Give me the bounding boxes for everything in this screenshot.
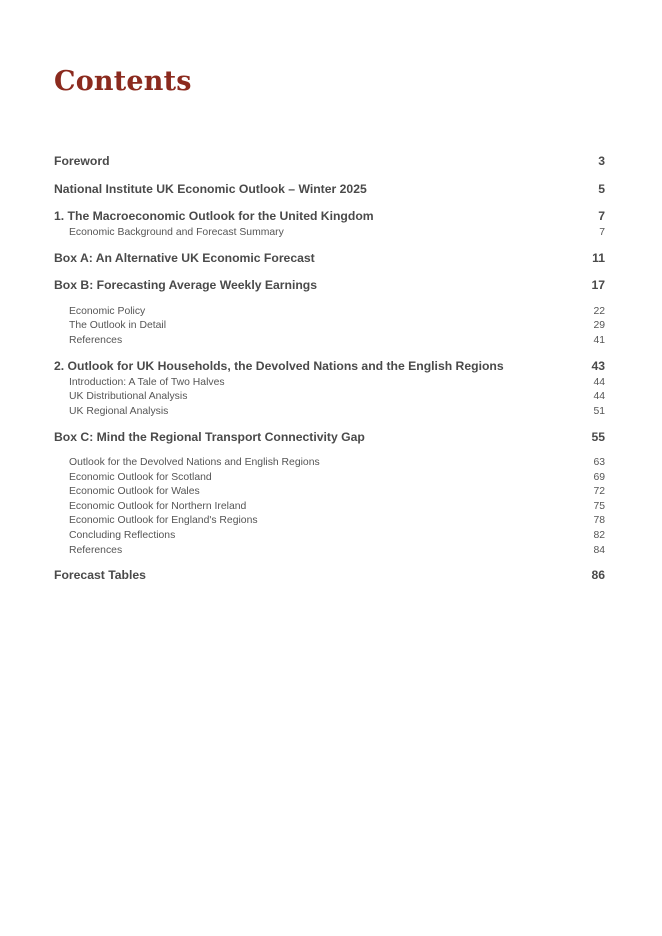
toc-subentry[interactable] bbox=[54, 472, 605, 483]
toc-subentry[interactable] bbox=[54, 486, 605, 497]
toc-entry-label: 2. Outlook for UK Households, the Devolved Nations and the English Regions bbox=[54, 359, 504, 373]
toc-entry-chapter-2[interactable] bbox=[54, 359, 605, 373]
toc-entry-page: 41 bbox=[593, 335, 605, 346]
toc-entry-label: Introduction: A Tale of Two Halves bbox=[69, 377, 225, 388]
toc-entry-forecast-tables[interactable] bbox=[54, 568, 605, 582]
toc-entry-page: 5 bbox=[598, 182, 605, 196]
toc-entry-label: Economic Outlook for Northern Ireland bbox=[69, 501, 247, 512]
toc-subentry[interactable] bbox=[54, 457, 605, 468]
toc-entry-label: Box C: Mind the Regional Transport Connectivity Gap bbox=[54, 430, 365, 444]
toc-entry-page: 63 bbox=[593, 457, 605, 468]
toc-entry-outlook-winter[interactable] bbox=[54, 182, 605, 196]
toc-entry-page: 29 bbox=[593, 320, 605, 331]
toc-entry-label: National Institute UK Economic Outlook – Winter 2025 bbox=[54, 182, 367, 196]
toc-entry-label: UK Regional Analysis bbox=[69, 406, 169, 417]
page-title: Contents bbox=[54, 66, 192, 97]
toc-entry-page: 82 bbox=[593, 530, 605, 541]
toc-entry-label: Box B: Forecasting Average Weekly Earnings bbox=[54, 278, 318, 292]
toc-entry-page: 78 bbox=[593, 515, 605, 526]
toc-subentry[interactable] bbox=[54, 320, 605, 331]
toc-entry-page: 3 bbox=[598, 154, 605, 168]
toc-entry-label: Concluding Reflections bbox=[69, 530, 176, 541]
toc-entry-label: References bbox=[69, 335, 123, 346]
toc-subentry[interactable] bbox=[54, 501, 605, 512]
toc-subentry[interactable] bbox=[54, 515, 605, 526]
toc-entry-label: Economic Outlook for Wales bbox=[69, 486, 200, 497]
toc-subentry[interactable] bbox=[54, 391, 605, 402]
toc-entry-page: 7 bbox=[599, 227, 605, 238]
toc-entry-label: Foreword bbox=[54, 154, 110, 168]
toc-entry-box-a[interactable] bbox=[54, 251, 605, 265]
toc-entry-page: 72 bbox=[593, 486, 605, 497]
toc-subentry[interactable] bbox=[54, 406, 605, 417]
toc-entry-box-c[interactable] bbox=[54, 430, 605, 444]
toc-entry-page: 17 bbox=[591, 278, 605, 292]
toc-entry-label: The Outlook in Detail bbox=[69, 320, 167, 331]
toc-subentry[interactable] bbox=[54, 227, 605, 238]
toc-entry-foreword[interactable] bbox=[54, 154, 605, 168]
toc-entry-label: 1. The Macroeconomic Outlook for the United Kingdom bbox=[54, 209, 374, 223]
toc-entry-page: 44 bbox=[593, 391, 605, 402]
toc-entry-label: Economic Outlook for England's Regions bbox=[69, 515, 258, 526]
toc-entry-label: Economic Background and Forecast Summary bbox=[69, 227, 284, 238]
toc-entry-page: 11 bbox=[592, 251, 605, 265]
toc-entry-page: 43 bbox=[591, 359, 605, 373]
toc-entry-label: Forecast Tables bbox=[54, 568, 146, 582]
toc-entry-page: 44 bbox=[593, 377, 605, 388]
toc-entry-label: References bbox=[69, 545, 123, 556]
toc-entry-page: 7 bbox=[598, 209, 605, 223]
toc-subentry[interactable] bbox=[54, 377, 605, 388]
toc-entry-page: 22 bbox=[593, 306, 605, 317]
toc-subentry[interactable] bbox=[54, 306, 605, 317]
toc-entry-page: 69 bbox=[593, 472, 605, 483]
toc-subentry[interactable] bbox=[54, 335, 605, 346]
toc-entry-label: UK Distributional Analysis bbox=[69, 391, 188, 402]
toc-entry-box-b[interactable] bbox=[54, 278, 605, 292]
toc-entry-page: 86 bbox=[591, 568, 605, 582]
toc-entry-label: Outlook for the Devolved Nations and English Regions bbox=[69, 457, 320, 468]
toc-subentry[interactable] bbox=[54, 545, 605, 556]
toc-entry-page: 55 bbox=[591, 430, 605, 444]
toc-entry-label: Box A: An Alternative UK Economic Forecast bbox=[54, 251, 315, 265]
toc-subentry[interactable] bbox=[54, 530, 605, 541]
toc-entry-page: 51 bbox=[593, 406, 605, 417]
toc-entry-label: Economic Outlook for Scotland bbox=[69, 472, 212, 483]
toc-entry-page: 75 bbox=[593, 501, 605, 512]
toc-entry-label: Economic Policy bbox=[69, 306, 146, 317]
toc-entry-chapter-1[interactable] bbox=[54, 209, 605, 223]
toc-entry-page: 84 bbox=[593, 545, 605, 556]
